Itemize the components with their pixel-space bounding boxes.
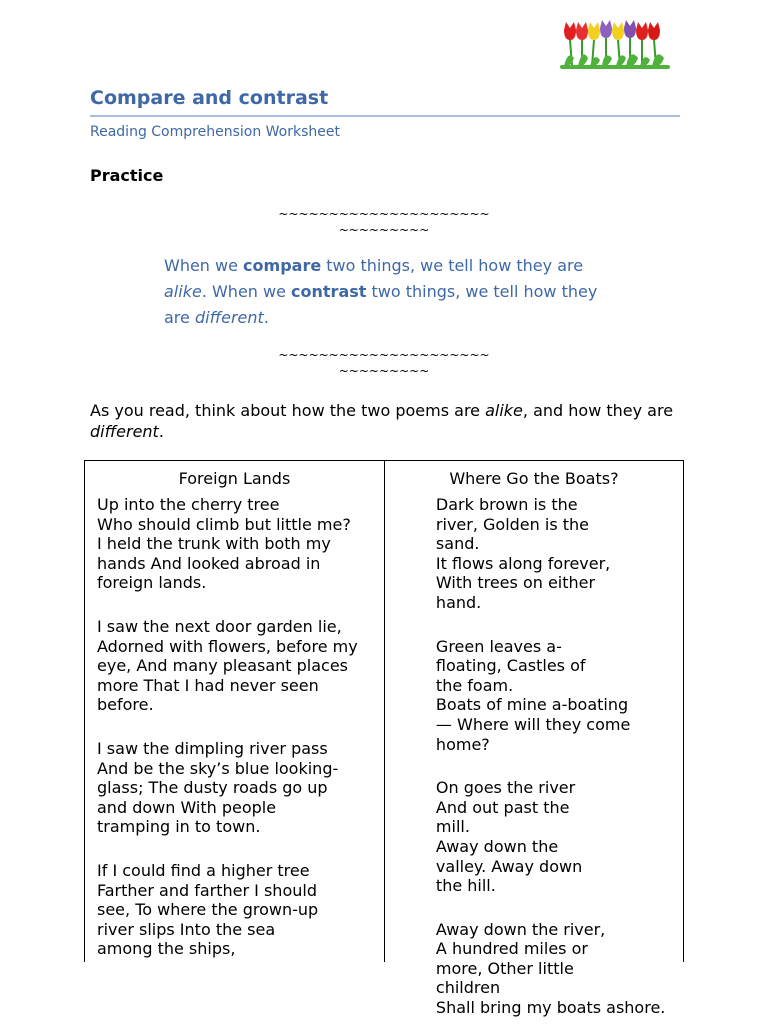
poem-line: hands And looked abroad in — [97, 553, 321, 573]
tilde-line-long: ~~~~~~~~~~~~~~~~~~~~~ — [278, 348, 490, 362]
poem-title-foreign-lands: Foreign Lands — [178, 469, 291, 488]
poem-line: more, Other little — [435, 958, 574, 978]
poem-line: and down With people — [97, 797, 277, 817]
poem-line: Who should climb but little me? — [97, 514, 351, 534]
poem-line: among the ships, — [97, 939, 236, 959]
poem-line: see, To where the grown-up — [97, 900, 319, 920]
page-subtitle: Reading Comprehension Worksheet — [90, 124, 340, 140]
poem-line: Shall bring my boats ashore. — [435, 998, 666, 1018]
poem-line: the hill. — [435, 876, 496, 896]
page-title: Compare and contrast — [90, 87, 329, 109]
intro-word-different: different — [90, 422, 159, 441]
poem-stanza — [97, 739, 369, 837]
poem-stanza — [436, 637, 676, 755]
poem-line: It flows along forever, — [435, 553, 611, 573]
poem-body-foreign-lands — [97, 495, 384, 959]
poem-line: Away down the river, — [435, 919, 606, 939]
callout-text: . When we — [201, 282, 292, 301]
poem-stanza — [436, 920, 676, 1018]
callout-word-alike: alike — [164, 282, 202, 301]
tilde-line-short: ~~~~~~~~~ — [338, 223, 430, 237]
poem-line: Dark brown is the — [435, 495, 578, 514]
poem-line: Up into the cherry tree — [97, 495, 280, 514]
tilde-divider-top — [200, 206, 568, 238]
poem-line: home? — [435, 734, 490, 754]
callout-text: When we — [164, 256, 244, 275]
title-divider — [90, 115, 680, 117]
callout-word-different: different — [194, 308, 264, 327]
intro-word-alike: alike — [485, 401, 523, 420]
poem-line: river slips Into the sea — [97, 919, 276, 939]
callout-term-contrast: contrast — [291, 282, 367, 301]
poem-line: eye, And many pleasant places — [97, 656, 349, 676]
poem-line: before. — [97, 695, 154, 715]
poem-line: Adorned with flowers, before my — [97, 636, 358, 656]
poem-line: And out past the — [435, 797, 570, 817]
tulips-illustration — [560, 18, 672, 70]
callout-term-compare: compare — [243, 256, 322, 275]
poem-line: valley. Away down — [435, 856, 583, 876]
poem-line: On goes the river — [435, 778, 576, 798]
poem-stanza — [97, 495, 369, 593]
intro-text: As you read, think about how the two poems are — [90, 401, 486, 420]
poem-stanza — [436, 495, 676, 613]
poem-title-where-go-the-boats: Where Go the Boats? — [449, 469, 619, 488]
poem-stanza — [436, 778, 676, 896]
poem-line: the foam. — [435, 675, 514, 695]
poems-table — [84, 460, 684, 1018]
poem-line: foreign lands. — [97, 573, 207, 593]
poem-line: floating, Castles of — [435, 656, 586, 676]
poem-line: And be the sky’s blue looking- — [97, 758, 339, 778]
poem-line: I saw the dimpling river pass — [97, 738, 328, 758]
poem-line: Green leaves a- — [435, 636, 562, 656]
poem-stanza — [97, 861, 369, 959]
poem-line: Farther and farther I should — [97, 880, 317, 900]
poem-line: With trees on either — [435, 573, 596, 593]
tilde-line-short: ~~~~~~~~~ — [338, 364, 430, 378]
poem-line: river, Golden is the — [435, 514, 589, 534]
poem-line: glass; The dusty roads go up — [97, 778, 328, 798]
instructions-paragraph — [90, 400, 700, 442]
callout-text: two things, we tell how they are — [321, 256, 584, 275]
poem-column-right — [385, 461, 683, 1018]
poem-line: tramping in to town. — [97, 817, 261, 837]
poem-line: more That I had never seen — [97, 675, 319, 695]
poem-line: Boats of mine a-boating — [435, 695, 629, 715]
poem-line: I saw the next door garden lie, — [97, 616, 342, 636]
tilde-divider-bottom — [200, 347, 568, 379]
poem-line: If I could find a higher tree — [97, 860, 310, 880]
poem-line: — Where will they come — [435, 714, 631, 734]
poem-stanza — [97, 617, 369, 715]
poem-body-where-go-the-boats — [436, 495, 683, 1018]
callout-text: two things, we tell how they — [366, 282, 598, 301]
intro-text: . — [158, 422, 164, 441]
callout-text: are — [164, 308, 195, 327]
section-heading: Practice — [90, 166, 164, 185]
poem-line: sand. — [435, 534, 480, 554]
poem-line: I held the trunk with both my — [97, 534, 331, 554]
poem-line: hand. — [435, 592, 482, 612]
definition-callout — [164, 253, 604, 331]
poem-line: mill. — [435, 817, 470, 837]
poem-line: Away down the — [435, 836, 559, 856]
callout-text: . — [263, 308, 269, 327]
poem-column-left — [85, 461, 385, 962]
poem-line: children — [435, 978, 501, 998]
poem-line: A hundred miles or — [435, 939, 588, 959]
tilde-line-long: ~~~~~~~~~~~~~~~~~~~~~ — [278, 207, 490, 221]
intro-text: , and how they are — [522, 401, 674, 420]
